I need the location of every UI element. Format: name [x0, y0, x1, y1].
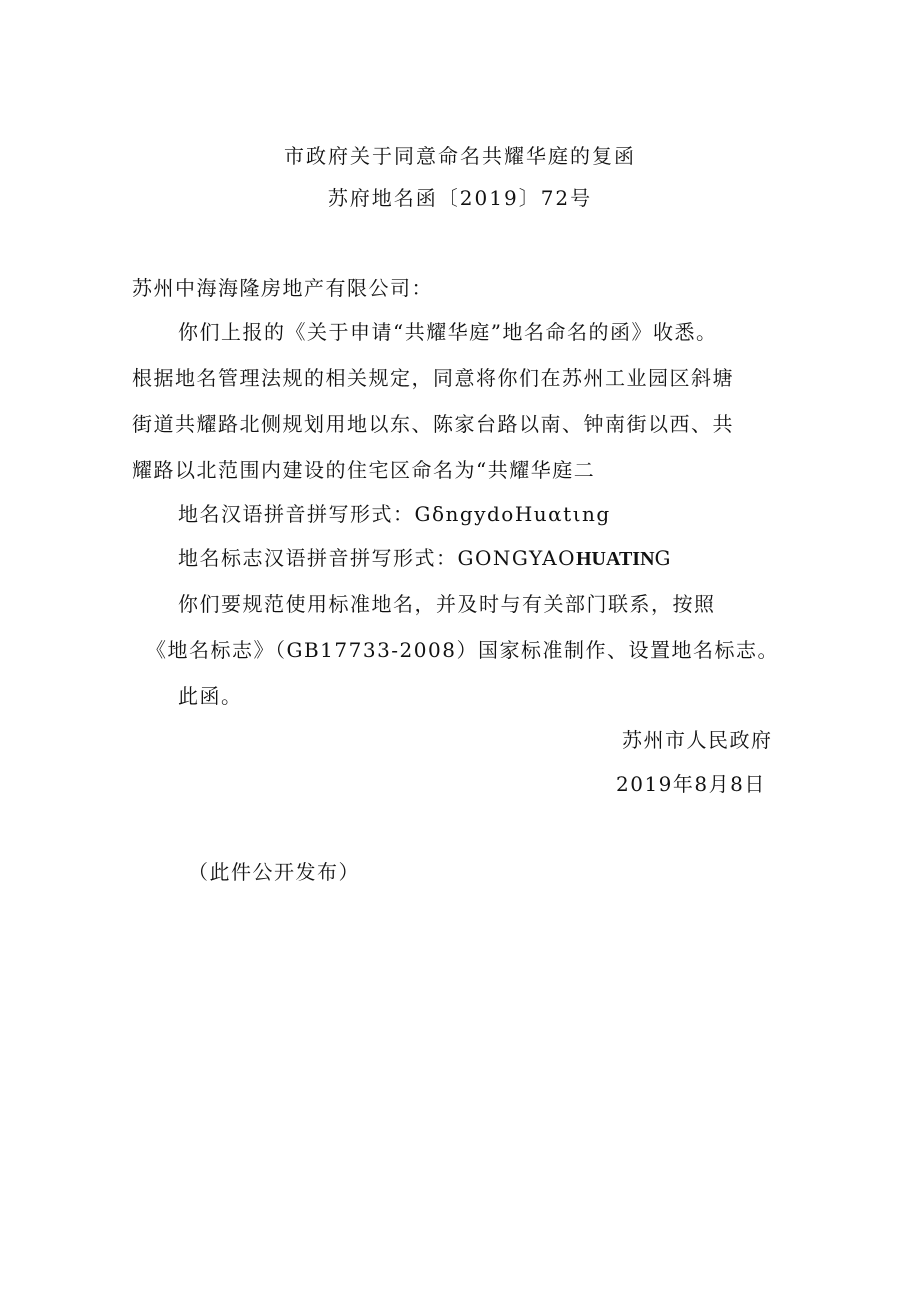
sign-pinyin-value-part1: GONGYAO: [457, 546, 576, 570]
issue-date: 2019年8月8日: [616, 772, 766, 796]
body-line-2: 根据地名管理法规的相关规定，同意将你们在苏州工业园区斜塘: [132, 366, 734, 390]
pinyin-label: 地名汉语拼音拼写形式：: [178, 502, 415, 526]
pinyin-line: [178, 500, 611, 528]
body-line-4: 耀路以北范围内建设的住宅区命名为“共耀华庭二: [132, 458, 596, 482]
pinyin-value: GδngydoHuαtιng: [414, 502, 611, 526]
body-line-1: 你们上报的《关于申请“共耀华庭”地名命名的函》收悉。: [178, 320, 718, 344]
sign-pinyin-line: [178, 544, 672, 573]
publication-note: （此件公开发布）: [188, 860, 360, 884]
sign-pinyin-value-part2: HUATIN: [576, 548, 655, 570]
closing: 此函。: [178, 684, 243, 708]
body-line-5: 你们要规范使用标准地名，并及时与有关部门联系，按照: [178, 592, 716, 616]
body-line-3: 街道共耀路北侧规划用地以东、陈家台路以南、钟南街以西、共: [132, 412, 734, 436]
sign-pinyin-value-part3: G: [654, 546, 673, 570]
sign-pinyin-label: 地名标志汉语拼音拼写形式：: [178, 546, 458, 570]
document-number: 苏府地名函〔2019〕72号: [327, 186, 593, 210]
issuer: 苏州市人民政府: [622, 728, 773, 752]
document-title: 市政府关于同意命名共耀华庭的复函: [284, 144, 636, 168]
recipient: 苏州中海海隆房地产有限公司：: [132, 276, 433, 300]
body-line-6: 《地名标志》（GB17733-2008）国家标准制作、设置地名标志。: [146, 638, 779, 662]
